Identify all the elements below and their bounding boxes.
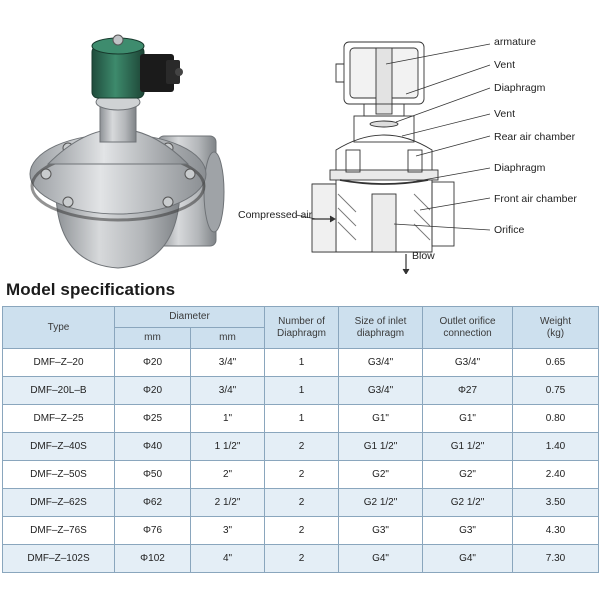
label-vent-mid: Vent <box>494 108 516 120</box>
cell-inch: 2" <box>191 461 265 489</box>
cell-inlet: G3/4" <box>339 349 423 377</box>
col-num-diaphragm-text: Number of Diaphragm <box>277 315 326 339</box>
col-outlet <box>423 307 513 349</box>
cell-num: 2 <box>265 489 339 517</box>
col-mm-1: mm <box>115 328 191 349</box>
cell-inlet: G2" <box>339 461 423 489</box>
cell-type: DMF–Z–102S <box>3 545 115 573</box>
cell-inlet: G4" <box>339 545 423 573</box>
cell-weight: 4.30 <box>513 517 599 545</box>
table-row <box>3 377 599 405</box>
cell-inch: 3/4" <box>191 349 265 377</box>
table-row <box>3 517 599 545</box>
cell-outlet: G1 1/2" <box>423 433 513 461</box>
cell-dia: Φ62 <box>115 489 191 517</box>
cell-weight: 1.40 <box>513 433 599 461</box>
cell-type: DMF–Z–20 <box>3 349 115 377</box>
table-row <box>3 349 599 377</box>
cell-weight: 2.40 <box>513 461 599 489</box>
cell-dia: Φ76 <box>115 517 191 545</box>
cell-num: 1 <box>265 405 339 433</box>
section-title: Model specifications <box>6 280 176 299</box>
cell-num: 2 <box>265 545 339 573</box>
label-rear-air-chamber: Rear air chamber <box>494 131 576 143</box>
table-row <box>3 405 599 433</box>
col-weight-text: Weight (kg) <box>540 315 571 339</box>
cell-outlet: Φ27 <box>423 377 513 405</box>
cell-inlet: G1" <box>339 405 423 433</box>
cell-type: DMF–Z–40S <box>3 433 115 461</box>
table-row <box>3 545 599 573</box>
cell-type: DMF–Z–50S <box>3 461 115 489</box>
cell-type: DMF–Z–25 <box>3 405 115 433</box>
cell-weight: 3.50 <box>513 489 599 517</box>
table-row <box>3 461 599 489</box>
cell-inch: 1 1/2" <box>191 433 265 461</box>
col-inlet-text: Size of inlet diaphragm <box>354 315 407 339</box>
cell-weight: 0.75 <box>513 377 599 405</box>
label-vent-top: Vent <box>494 59 516 71</box>
cell-inlet: G3" <box>339 517 423 545</box>
cell-inch: 1" <box>191 405 265 433</box>
col-num-diaphragm <box>265 307 339 349</box>
cell-inch: 4" <box>191 545 265 573</box>
cell-inlet: G2 1/2" <box>339 489 423 517</box>
cell-num: 2 <box>265 461 339 489</box>
cell-outlet: G3" <box>423 517 513 545</box>
cell-dia: Φ102 <box>115 545 191 573</box>
cell-weight: 7.30 <box>513 545 599 573</box>
cell-num: 1 <box>265 349 339 377</box>
cell-outlet: G2 1/2" <box>423 489 513 517</box>
cell-outlet: G1" <box>423 405 513 433</box>
cell-dia: Φ25 <box>115 405 191 433</box>
label-armature: armature <box>494 36 537 48</box>
col-mm-2: mm <box>191 328 265 349</box>
cell-inch: 3/4" <box>191 377 265 405</box>
cell-dia: Φ50 <box>115 461 191 489</box>
cell-inlet: G1 1/2" <box>339 433 423 461</box>
valve-cross-section-diagram <box>236 24 600 274</box>
cell-type: DMF–Z–76S <box>3 517 115 545</box>
spec-table <box>2 306 599 573</box>
cell-inch: 3" <box>191 517 265 545</box>
col-inlet <box>339 307 423 349</box>
cell-weight: 0.65 <box>513 349 599 377</box>
label-compressed-air: Compressed air <box>238 209 313 221</box>
label-front-air-chamber: Front air chamber <box>494 193 577 205</box>
label-diaphragm-top: Diaphragm <box>494 82 546 94</box>
col-type: Type <box>3 307 115 349</box>
cell-outlet: G4" <box>423 545 513 573</box>
table-row <box>3 489 599 517</box>
cell-weight: 0.80 <box>513 405 599 433</box>
cell-type: DMF–Z–62S <box>3 489 115 517</box>
label-orifice: Orifice <box>494 224 525 236</box>
cell-inlet: G3/4" <box>339 377 423 405</box>
label-blow: Blow <box>412 250 435 262</box>
col-outlet-text: Outlet orifice connection <box>439 315 496 339</box>
cell-dia: Φ40 <box>115 433 191 461</box>
cell-outlet: G3/4" <box>423 349 513 377</box>
cell-dia: Φ20 <box>115 377 191 405</box>
label-diaphragm-mid: Diaphragm <box>494 162 546 174</box>
col-weight <box>513 307 599 349</box>
cell-num: 1 <box>265 377 339 405</box>
col-diameter: Diameter <box>115 307 265 328</box>
cell-type: DMF–20L–B <box>3 377 115 405</box>
cell-dia: Φ20 <box>115 349 191 377</box>
table-row <box>3 433 599 461</box>
cell-num: 2 <box>265 517 339 545</box>
cell-outlet: G2" <box>423 461 513 489</box>
valve-photo <box>8 24 230 276</box>
cell-inch: 2 1/2" <box>191 489 265 517</box>
cell-num: 2 <box>265 433 339 461</box>
